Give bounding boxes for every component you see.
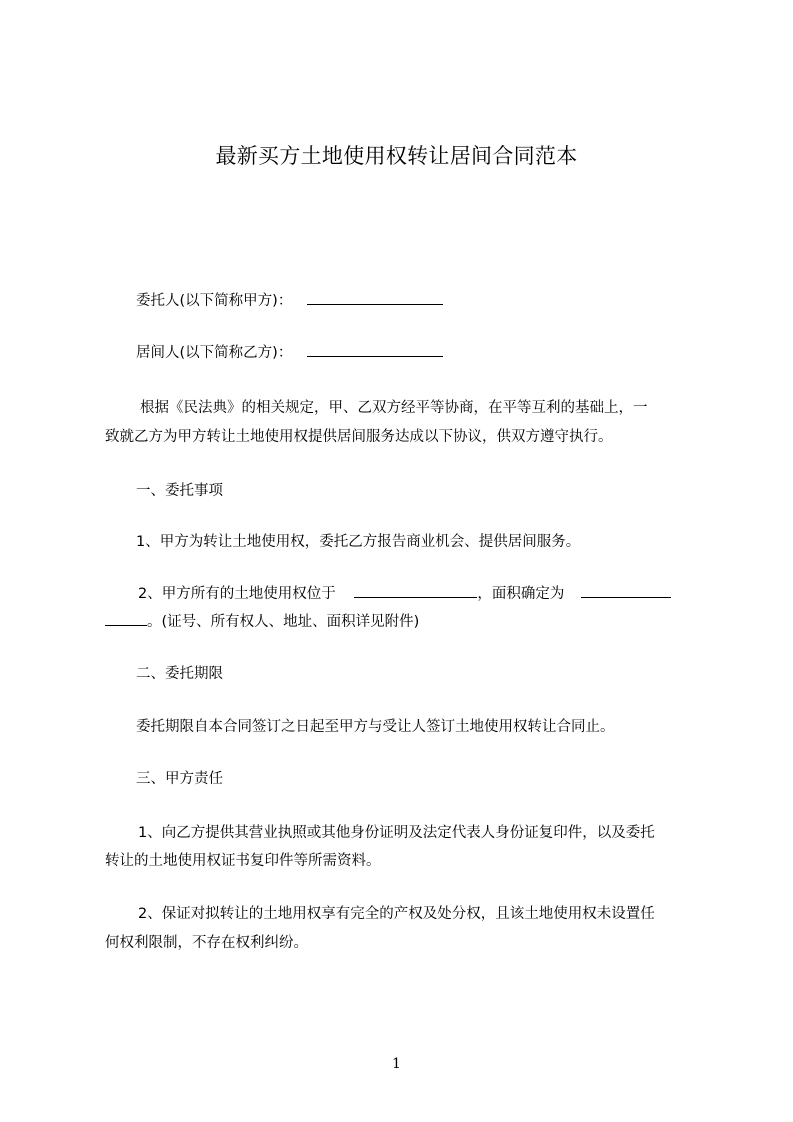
item-3-2-line-2: 何权利限制，不存在权利纠纷。 bbox=[105, 935, 308, 951]
item-1-2-part-1: 2、甲方所有的土地使用权位于 bbox=[138, 586, 336, 602]
land-area-blank-start bbox=[581, 583, 671, 598]
item-1-2-line-1 bbox=[138, 583, 671, 605]
term-text: 委托期限自本合同签订之日起至甲方与受让人签订土地使用权转让合同止。 bbox=[136, 719, 615, 735]
land-area-blank-end bbox=[105, 611, 147, 626]
item-3-2-line-1: 2、保证对拟转让的土地用权享有完全的产权及处分权，且该土地使用权未设置任 bbox=[138, 906, 655, 922]
party-a-blank bbox=[307, 290, 443, 305]
land-location-blank bbox=[354, 583, 477, 598]
party-b-line bbox=[136, 342, 443, 364]
party-b-blank bbox=[307, 342, 443, 357]
item-3-1-line-1: 1、向乙方提供其营业执照或其他身份证明及法定代表人身份证复印件，以及委托 bbox=[138, 825, 655, 841]
party-b-label: 居间人(以下简称乙方)： bbox=[136, 345, 293, 361]
document-title: 最新买方土地使用权转让居间合同范本 bbox=[215, 144, 578, 168]
intro-line-1: 根据《民法典》的相关规定，甲、乙双方经平等协商，在平等互利的基础上，一 bbox=[140, 400, 648, 416]
item-3-1-line-2: 转让的土地使用权证书复印件等所需资料。 bbox=[105, 853, 381, 869]
page-number: 1 bbox=[392, 1056, 401, 1072]
party-a-line bbox=[136, 290, 443, 312]
party-a-label: 委托人(以下简称甲方)： bbox=[136, 293, 293, 309]
intro-line-2: 致就乙方为甲方转让土地使用权提供居间服务达成以下协议，供双方遵守执行。 bbox=[105, 429, 613, 445]
section-1-heading: 一、委托事项 bbox=[136, 483, 223, 499]
item-1-2-line-2 bbox=[105, 611, 419, 633]
item-1-1: 1、甲方为转让土地使用权，委托乙方报告商业机会、提供居间服务。 bbox=[136, 534, 581, 550]
section-3-heading: 三、甲方责任 bbox=[136, 771, 223, 787]
item-1-2-line-2-text: 。(证号、所有权人、地址、面积详见附件) bbox=[147, 614, 420, 630]
section-2-heading: 二、委托期限 bbox=[136, 666, 223, 682]
item-1-2-part-2: ，面积确定为 bbox=[477, 586, 565, 602]
